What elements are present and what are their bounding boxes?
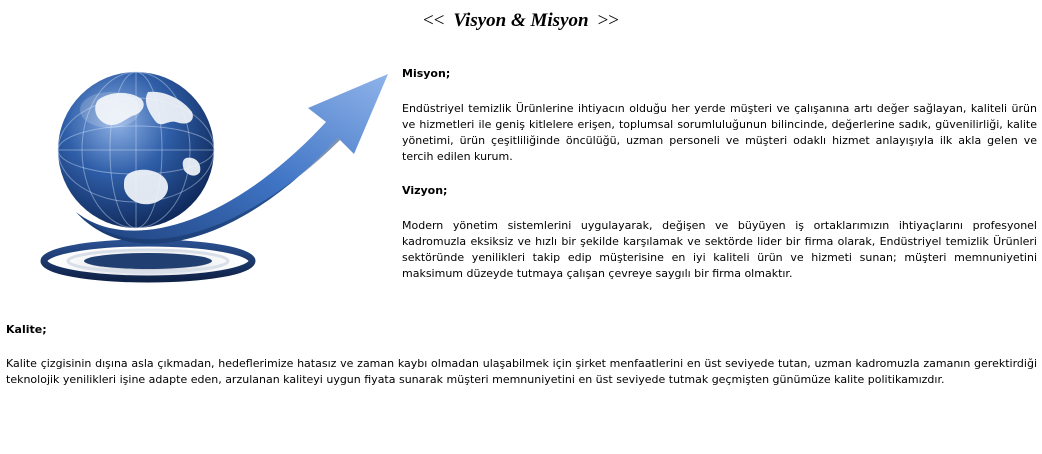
kalite-section (6, 322, 1037, 388)
title-left-arrows: << (422, 10, 445, 31)
misyon-heading: Misyon; (402, 67, 451, 80)
misyon-vizyon-section (402, 62, 1037, 282)
kalite-text: Kalite çizgisinin dışına asla çıkmadan, hedeflerimize hatasız ve zaman kaybı olmadan ulaşabilmek için şirket menfaatlerini en üst seviyede tutan, uzman kadromuzla zamanın gerektirdiği teknolojik yenilikleri işine adapte eden, arzulanan kaliteyi uygun fiyata sunarak müşteri memnuniyetini en üst seviyede tutmak geçmişten günümüze kalite politikamızdır. (6, 357, 1037, 386)
title-text: Visyon & Misyon (453, 10, 589, 31)
vizyon-heading: Vizyon; (402, 184, 448, 197)
page-title (0, 10, 1042, 32)
vizyon-text: Modern yönetim sistemlerini uygulayarak, değişen ve büyüyen iş ortaklarımızın ihtiyaçlarını profesyonel kadromuzla eksiksiz ve hızlı bir şekilde karşılamak ve sektörde lider bir firma olarak, Endüstriyel temizlik Ürünleri sektöründe yenilikleri takip edip müşterisine en iyi kaliteli ürün ve hizmeti sunan; müşteri memnuniyetini maksimum düzeyde tutmaya çalışan çevreye saygılı bir firma olmaktır. (402, 219, 1037, 280)
kalite-heading: Kalite; (6, 323, 47, 336)
misyon-text: Endüstriyel temizlik Ürünlerine ihtiyacın olduğu her yerde müşteri ve çalışanına artı değer sağlayan, kaliteli ürün ve hizmetleri ile geniş kitlelere erişen, toplumsal sorumluluğunun bilincinde, değerlerine sadık, güvenilirliği, kalite yönetimi, ürün çeşitliliğinde öncülüğü, uzman personeli ve müşteri odaklı hizmet anlayışıyla ilk akla gelen ve tercih edilen kurum. (402, 102, 1037, 163)
globe-with-rising-arrow-icon (36, 62, 396, 292)
title-right-arrows: >> (597, 10, 620, 31)
